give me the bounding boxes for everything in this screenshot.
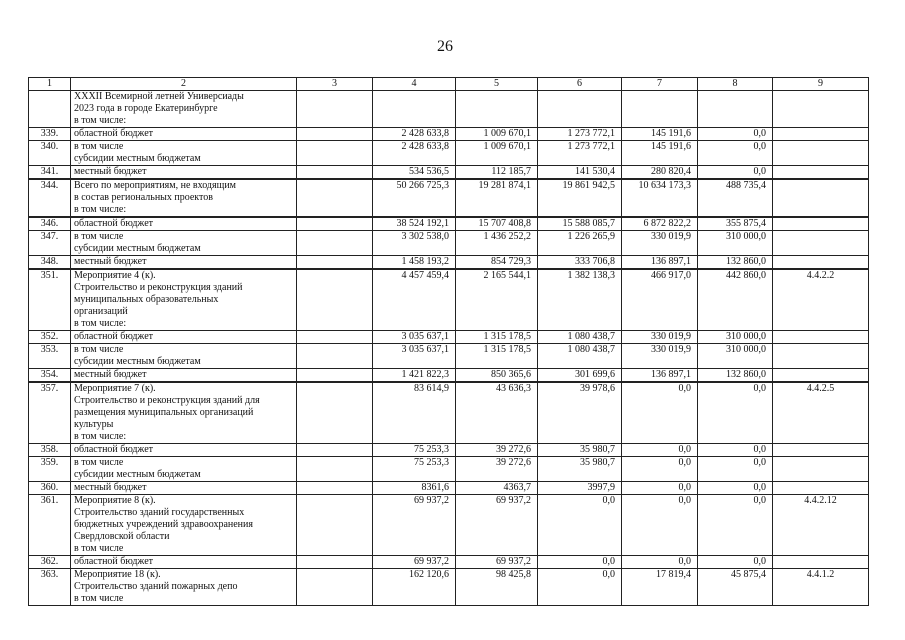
cell-col-8: 442 860,0 <box>698 269 773 331</box>
cell-col-3 <box>297 91 373 128</box>
cell-col-3 <box>297 166 373 180</box>
cell-col-9: 4.4.2.12 <box>773 495 869 556</box>
cell-col-8 <box>698 91 773 128</box>
cell-col-5: 2 165 544,1 <box>456 269 538 331</box>
cell-col-6: 39 978,6 <box>538 382 622 444</box>
cell-col-5 <box>456 91 538 128</box>
cell-col-3 <box>297 269 373 331</box>
row-number <box>29 91 71 128</box>
cell-col-7: 10 634 173,3 <box>622 179 698 217</box>
cell-col-6 <box>538 91 622 128</box>
cell-col-3 <box>297 256 373 270</box>
table-row <box>29 217 869 231</box>
cell-col-7: 0,0 <box>622 495 698 556</box>
cell-col-6: 35 980,7 <box>538 457 622 482</box>
cell-col-8: 0,0 <box>698 556 773 569</box>
table-row <box>29 256 869 270</box>
cell-col-5: 98 425,8 <box>456 569 538 606</box>
cell-col-4: 75 253,3 <box>373 457 456 482</box>
column-header: 3 <box>297 78 373 91</box>
column-header: 1 <box>29 78 71 91</box>
cell-col-7: 330 019,9 <box>622 231 698 256</box>
table-row <box>29 444 869 457</box>
row-description: Всего по мероприятиям, не входящим в состав региональных проектов в том числе: <box>71 179 297 217</box>
row-description: областной бюджет <box>71 217 297 231</box>
cell-col-7: 330 019,9 <box>622 331 698 344</box>
cell-col-9 <box>773 369 869 383</box>
cell-col-3 <box>297 569 373 606</box>
cell-col-9 <box>773 457 869 482</box>
cell-col-6: 35 980,7 <box>538 444 622 457</box>
cell-col-7: 280 820,4 <box>622 166 698 180</box>
cell-col-5: 1 009 670,1 <box>456 128 538 141</box>
cell-col-8: 355 875,4 <box>698 217 773 231</box>
cell-col-3 <box>297 141 373 166</box>
cell-col-8: 310 000,0 <box>698 331 773 344</box>
cell-col-3 <box>297 179 373 217</box>
cell-col-4: 75 253,3 <box>373 444 456 457</box>
row-number: 362. <box>29 556 71 569</box>
table-row <box>29 482 869 495</box>
table-header-row <box>29 78 869 91</box>
cell-col-8: 310 000,0 <box>698 231 773 256</box>
cell-col-6: 1 273 772,1 <box>538 128 622 141</box>
row-number: 340. <box>29 141 71 166</box>
row-description: XXXII Всемирной летней Универсиады 2023 года в городе Екатеринбурге в том числе: <box>71 91 297 128</box>
row-number: 361. <box>29 495 71 556</box>
row-number: 363. <box>29 569 71 606</box>
cell-col-4: 3 302 538,0 <box>373 231 456 256</box>
column-header: 4 <box>373 78 456 91</box>
cell-col-7: 330 019,9 <box>622 344 698 369</box>
cell-col-6: 1 080 438,7 <box>538 331 622 344</box>
cell-col-9 <box>773 482 869 495</box>
cell-col-6: 0,0 <box>538 556 622 569</box>
column-header: 2 <box>71 78 297 91</box>
cell-col-5: 69 937,2 <box>456 495 538 556</box>
row-description: местный бюджет <box>71 482 297 495</box>
cell-col-4: 534 536,5 <box>373 166 456 180</box>
cell-col-7: 466 917,0 <box>622 269 698 331</box>
cell-col-7: 0,0 <box>622 444 698 457</box>
row-number: 358. <box>29 444 71 457</box>
cell-col-6: 333 706,8 <box>538 256 622 270</box>
table-row <box>29 179 869 217</box>
row-number: 360. <box>29 482 71 495</box>
table-row <box>29 128 869 141</box>
table-row <box>29 569 869 606</box>
cell-col-4: 1 421 822,3 <box>373 369 456 383</box>
row-number: 354. <box>29 369 71 383</box>
cell-col-6: 301 699,6 <box>538 369 622 383</box>
row-description: Мероприятие 7 (к). Строительство и реконструкция зданий для размещения муниципальных организаций культуры в том числе: <box>71 382 297 444</box>
cell-col-9 <box>773 217 869 231</box>
cell-col-9: 4.4.2.5 <box>773 382 869 444</box>
cell-col-6: 0,0 <box>538 569 622 606</box>
cell-col-9 <box>773 344 869 369</box>
table-row <box>29 331 869 344</box>
cell-col-7: 145 191,6 <box>622 128 698 141</box>
cell-col-8: 45 875,4 <box>698 569 773 606</box>
row-description: Мероприятие 18 (к). Строительство зданий пожарных депо в том числе <box>71 569 297 606</box>
cell-col-5: 43 636,3 <box>456 382 538 444</box>
cell-col-9 <box>773 166 869 180</box>
cell-col-8: 0,0 <box>698 444 773 457</box>
cell-col-5: 1 436 252,2 <box>456 231 538 256</box>
cell-col-9 <box>773 256 869 270</box>
cell-col-6: 19 861 942,5 <box>538 179 622 217</box>
table-row <box>29 166 869 180</box>
cell-col-3 <box>297 344 373 369</box>
table-row <box>29 382 869 444</box>
cell-col-3 <box>297 369 373 383</box>
row-number: 357. <box>29 382 71 444</box>
row-description: Мероприятие 4 (к). Строительство и реконструкция зданий муниципальных образовательных организаций в том числе: <box>71 269 297 331</box>
cell-col-9 <box>773 331 869 344</box>
cell-col-9 <box>773 444 869 457</box>
cell-col-8: 0,0 <box>698 457 773 482</box>
cell-col-8: 310 000,0 <box>698 344 773 369</box>
cell-col-5: 15 707 408,8 <box>456 217 538 231</box>
cell-col-5: 39 272,6 <box>456 444 538 457</box>
row-number: 351. <box>29 269 71 331</box>
cell-col-4: 2 428 633,8 <box>373 141 456 166</box>
cell-col-8: 0,0 <box>698 482 773 495</box>
cell-col-7: 145 191,6 <box>622 141 698 166</box>
row-number: 347. <box>29 231 71 256</box>
table-row <box>29 369 869 383</box>
cell-col-9 <box>773 91 869 128</box>
cell-col-4: 162 120,6 <box>373 569 456 606</box>
page-number: 26 <box>437 38 453 55</box>
row-number: 348. <box>29 256 71 270</box>
cell-col-3 <box>297 457 373 482</box>
table-row <box>29 344 869 369</box>
cell-col-9 <box>773 128 869 141</box>
cell-col-8: 488 735,4 <box>698 179 773 217</box>
row-description: в том числе субсидии местным бюджетам <box>71 231 297 256</box>
column-header: 7 <box>622 78 698 91</box>
cell-col-6: 1 080 438,7 <box>538 344 622 369</box>
cell-col-3 <box>297 217 373 231</box>
column-header: 8 <box>698 78 773 91</box>
row-number: 344. <box>29 179 71 217</box>
cell-col-4: 69 937,2 <box>373 556 456 569</box>
row-description: местный бюджет <box>71 369 297 383</box>
row-description: в том числе субсидии местным бюджетам <box>71 457 297 482</box>
row-number: 339. <box>29 128 71 141</box>
cell-col-3 <box>297 444 373 457</box>
row-number: 359. <box>29 457 71 482</box>
row-description: местный бюджет <box>71 256 297 270</box>
row-description: местный бюджет <box>71 166 297 180</box>
table-row <box>29 91 869 128</box>
table-row <box>29 231 869 256</box>
row-description: областной бюджет <box>71 556 297 569</box>
cell-col-4: 4 457 459,4 <box>373 269 456 331</box>
cell-col-3 <box>297 482 373 495</box>
cell-col-5: 1 315 178,5 <box>456 344 538 369</box>
cell-col-9 <box>773 556 869 569</box>
row-description: в том числе субсидии местным бюджетам <box>71 141 297 166</box>
row-description: Мероприятие 8 (к). Строительство зданий государственных бюджетных учреждений здравоохранения Свердловской области в том числе <box>71 495 297 556</box>
column-header: 9 <box>773 78 869 91</box>
cell-col-4: 2 428 633,8 <box>373 128 456 141</box>
cell-col-9 <box>773 231 869 256</box>
cell-col-5: 1 315 178,5 <box>456 331 538 344</box>
cell-col-7: 136 897,1 <box>622 256 698 270</box>
cell-col-5: 39 272,6 <box>456 457 538 482</box>
budget-table <box>28 77 869 606</box>
cell-col-4: 50 266 725,3 <box>373 179 456 217</box>
cell-col-3 <box>297 556 373 569</box>
cell-col-7: 0,0 <box>622 556 698 569</box>
cell-col-3 <box>297 495 373 556</box>
cell-col-9 <box>773 141 869 166</box>
cell-col-5: 850 365,6 <box>456 369 538 383</box>
cell-col-3 <box>297 331 373 344</box>
cell-col-4: 1 458 193,2 <box>373 256 456 270</box>
cell-col-7: 6 872 822,2 <box>622 217 698 231</box>
cell-col-4: 3 035 637,1 <box>373 331 456 344</box>
cell-col-8: 0,0 <box>698 382 773 444</box>
cell-col-6: 1 273 772,1 <box>538 141 622 166</box>
cell-col-4: 69 937,2 <box>373 495 456 556</box>
table-row <box>29 457 869 482</box>
cell-col-5: 854 729,3 <box>456 256 538 270</box>
cell-col-3 <box>297 231 373 256</box>
cell-col-7: 0,0 <box>622 482 698 495</box>
cell-col-6: 1 226 265,9 <box>538 231 622 256</box>
cell-col-8: 132 860,0 <box>698 256 773 270</box>
cell-col-7: 17 819,4 <box>622 569 698 606</box>
cell-col-4: 8361,6 <box>373 482 456 495</box>
row-description: областной бюджет <box>71 444 297 457</box>
cell-col-9: 4.4.2.2 <box>773 269 869 331</box>
cell-col-5: 19 281 874,1 <box>456 179 538 217</box>
cell-col-4: 38 524 192,1 <box>373 217 456 231</box>
cell-col-7: 136 897,1 <box>622 369 698 383</box>
cell-col-6: 0,0 <box>538 495 622 556</box>
cell-col-5: 1 009 670,1 <box>456 141 538 166</box>
cell-col-3 <box>297 128 373 141</box>
row-number: 346. <box>29 217 71 231</box>
table-row <box>29 495 869 556</box>
cell-col-6: 141 530,4 <box>538 166 622 180</box>
row-number: 341. <box>29 166 71 180</box>
cell-col-7 <box>622 91 698 128</box>
row-description: областной бюджет <box>71 331 297 344</box>
cell-col-5: 69 937,2 <box>456 556 538 569</box>
row-description: областной бюджет <box>71 128 297 141</box>
row-number: 353. <box>29 344 71 369</box>
table-row <box>29 556 869 569</box>
cell-col-8: 0,0 <box>698 166 773 180</box>
cell-col-4: 3 035 637,1 <box>373 344 456 369</box>
cell-col-8: 0,0 <box>698 495 773 556</box>
cell-col-9 <box>773 179 869 217</box>
cell-col-9: 4.4.1.2 <box>773 569 869 606</box>
column-header: 5 <box>456 78 538 91</box>
cell-col-7: 0,0 <box>622 382 698 444</box>
cell-col-5: 4363,7 <box>456 482 538 495</box>
cell-col-4 <box>373 91 456 128</box>
row-number: 352. <box>29 331 71 344</box>
cell-col-6: 15 588 085,7 <box>538 217 622 231</box>
table-row <box>29 269 869 331</box>
row-description: в том числе субсидии местным бюджетам <box>71 344 297 369</box>
cell-col-3 <box>297 382 373 444</box>
cell-col-4: 83 614,9 <box>373 382 456 444</box>
cell-col-5: 112 185,7 <box>456 166 538 180</box>
column-header: 6 <box>538 78 622 91</box>
table-row <box>29 141 869 166</box>
cell-col-8: 132 860,0 <box>698 369 773 383</box>
cell-col-8: 0,0 <box>698 141 773 166</box>
cell-col-6: 1 382 138,3 <box>538 269 622 331</box>
cell-col-7: 0,0 <box>622 457 698 482</box>
cell-col-8: 0,0 <box>698 128 773 141</box>
cell-col-6: 3997,9 <box>538 482 622 495</box>
